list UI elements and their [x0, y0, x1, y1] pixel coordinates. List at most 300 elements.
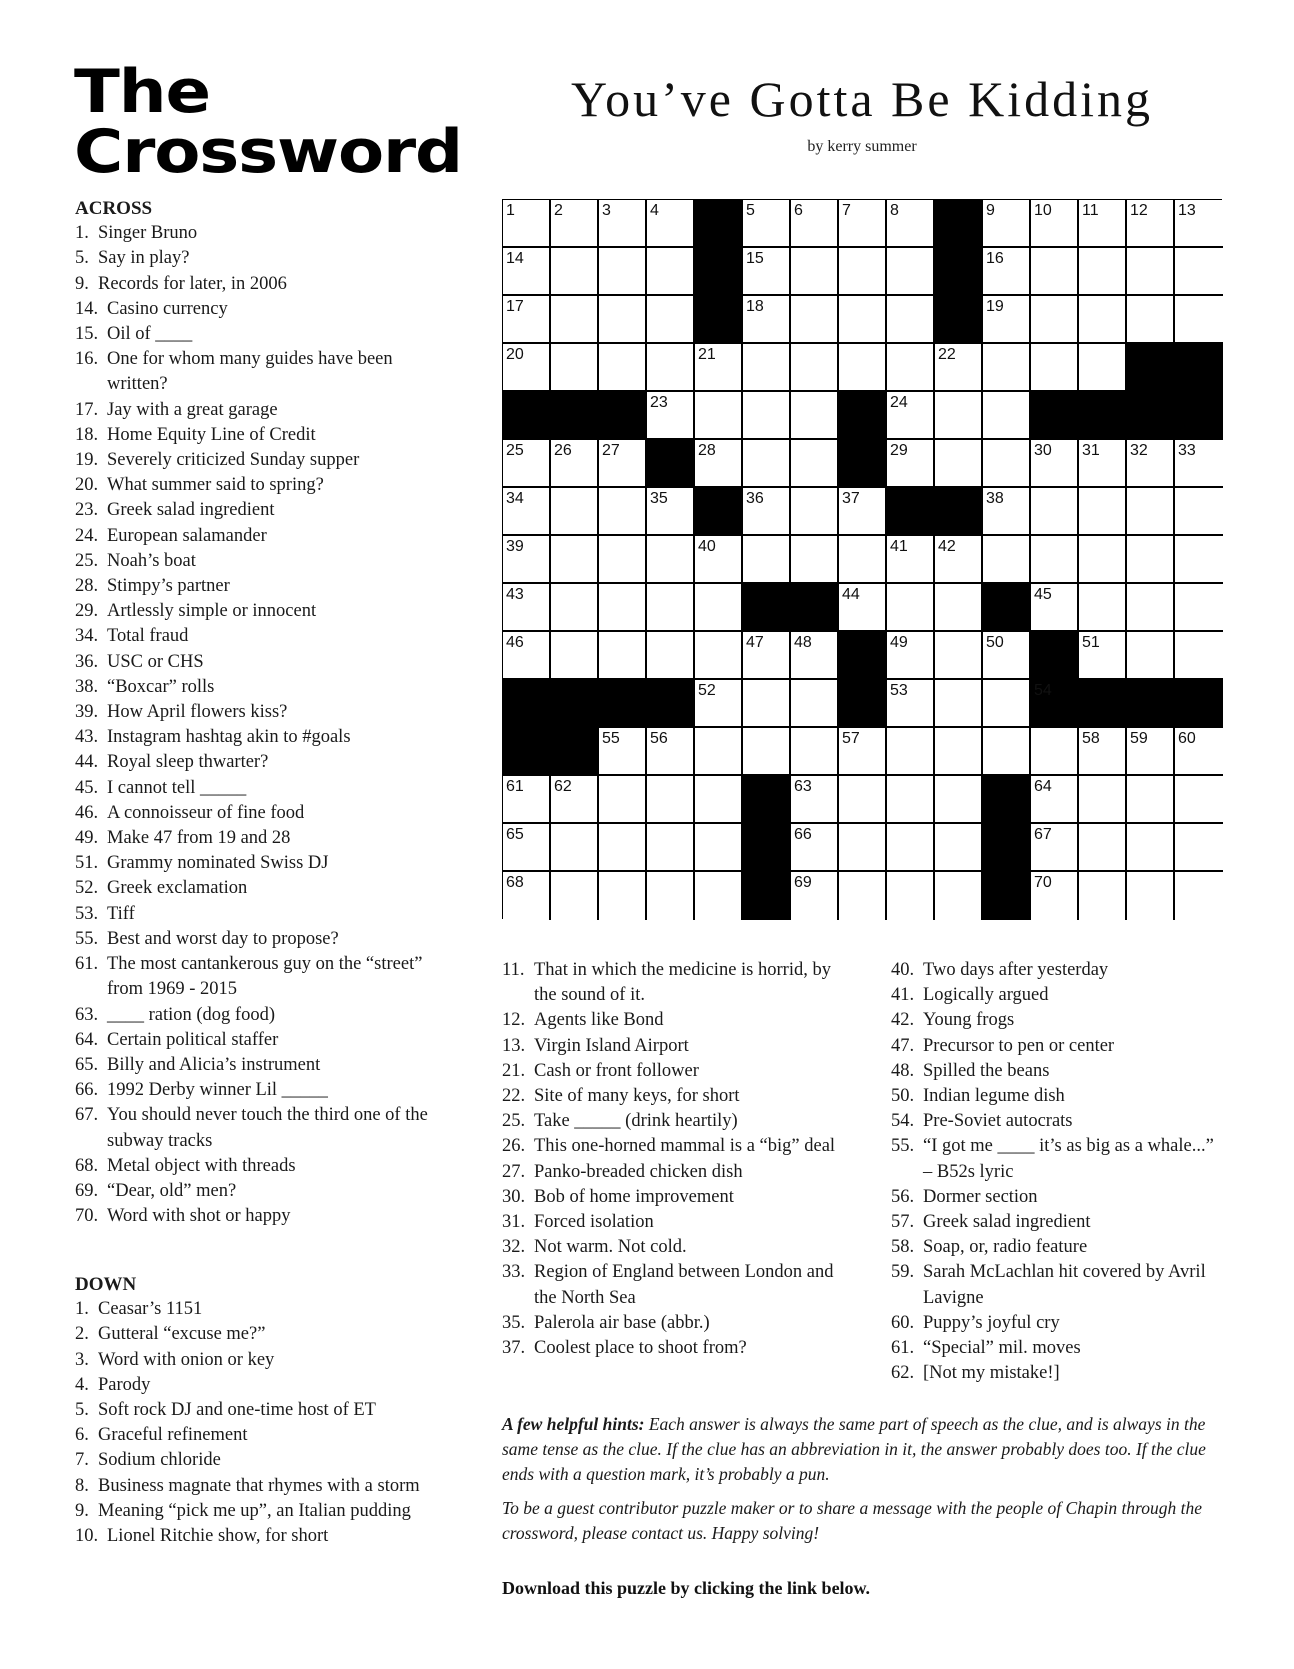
grid-cell[interactable]	[503, 872, 551, 920]
grid-cell[interactable]	[1127, 632, 1175, 680]
grid-cell[interactable]	[695, 584, 743, 632]
grid-cell[interactable]	[1031, 536, 1079, 584]
clue-number: 29.	[75, 601, 99, 622]
clue-number: 22.	[502, 1086, 526, 1107]
clue-number: 14.	[75, 298, 99, 319]
clue-item	[75, 549, 445, 574]
grid-cell[interactable]	[743, 488, 791, 536]
cell-number: 42	[938, 538, 956, 555]
grid-cell[interactable]	[695, 440, 743, 488]
clue-item	[75, 297, 445, 322]
clue-number: 1.	[75, 223, 89, 244]
grid-cell[interactable]	[839, 536, 887, 584]
clue-number: 21.	[502, 1060, 526, 1081]
grid-cell[interactable]	[503, 488, 551, 536]
grid-cell[interactable]	[647, 344, 695, 392]
grid-cell[interactable]	[695, 632, 743, 680]
cell-number: 65	[506, 826, 524, 843]
grid-cell[interactable]	[551, 488, 599, 536]
clue-item	[891, 1210, 1221, 1235]
grid-cell[interactable]	[983, 392, 1031, 440]
black-square	[887, 488, 935, 536]
grid-cell[interactable]	[599, 296, 647, 344]
clue-number: 46.	[75, 802, 99, 823]
contact-note: To be a guest contributor puzzle maker or to share a message with the people of Chapin through the crossword, please contact us. Happy solving!	[502, 1498, 1202, 1543]
cell-number: 47	[746, 634, 764, 651]
grid-cell[interactable]	[1079, 200, 1127, 248]
grid-cell[interactable]	[791, 728, 839, 776]
grid-cell[interactable]	[887, 728, 935, 776]
clue-item	[75, 524, 445, 549]
grid-cell[interactable]	[1079, 344, 1127, 392]
grid-cell[interactable]	[1175, 728, 1223, 776]
grid-cell[interactable]	[551, 296, 599, 344]
cell-number: 22	[938, 346, 956, 363]
clue-number: 62.	[891, 1363, 915, 1384]
clue-item	[75, 1398, 445, 1423]
grid-cell[interactable]	[503, 296, 551, 344]
clue-item	[75, 498, 445, 523]
grid-cell[interactable]	[887, 344, 935, 392]
grid-cell[interactable]	[1127, 440, 1175, 488]
clue-text: Gutteral “excuse me?”	[98, 1324, 266, 1345]
cell-number: 5	[746, 202, 755, 219]
grid-cell[interactable]	[935, 584, 983, 632]
grid-cell[interactable]	[1175, 200, 1223, 248]
grid-cell[interactable]	[1127, 872, 1175, 920]
clue-number: 42.	[891, 1010, 915, 1031]
grid-cell[interactable]	[1031, 488, 1079, 536]
grid-cell[interactable]	[1127, 248, 1175, 296]
grid-cell[interactable]	[503, 536, 551, 584]
clue-text: Coolest place to shoot from?	[534, 1338, 747, 1359]
grid-cell[interactable]	[743, 440, 791, 488]
clue-item	[75, 750, 445, 775]
grid-cell[interactable]	[743, 344, 791, 392]
grid-cell[interactable]	[599, 872, 647, 920]
cell-number: 23	[650, 394, 668, 411]
grid-cell[interactable]	[839, 200, 887, 248]
grid-cell[interactable]	[1079, 440, 1127, 488]
grid-cell[interactable]	[695, 872, 743, 920]
black-square	[551, 728, 599, 776]
grid-cell[interactable]	[1175, 536, 1223, 584]
grid-cell[interactable]	[1127, 728, 1175, 776]
cell-number: 67	[1034, 826, 1052, 843]
grid-cell[interactable]	[983, 248, 1031, 296]
clue-number: 57.	[891, 1212, 915, 1233]
grid-cell[interactable]	[791, 440, 839, 488]
grid-cell[interactable]	[935, 632, 983, 680]
clue-text: A connoisseur of fine food	[107, 802, 305, 823]
grid-cell[interactable]	[1127, 824, 1175, 872]
grid-cell[interactable]	[503, 200, 551, 248]
grid-cell[interactable]	[1127, 584, 1175, 632]
cell-number: 2	[554, 202, 563, 219]
grid-cell[interactable]	[647, 632, 695, 680]
cell-number: 6	[794, 202, 803, 219]
grid-cell[interactable]	[599, 344, 647, 392]
clue-text: USC or CHS	[107, 651, 204, 672]
grid-cell[interactable]	[983, 344, 1031, 392]
grid-cell[interactable]	[743, 200, 791, 248]
grid-cell[interactable]	[647, 488, 695, 536]
black-square	[1175, 680, 1223, 728]
brand-logo	[74, 57, 463, 187]
clue-text: “I got me ____ it’s as big as a whale...” – B52s lyric	[923, 1136, 1214, 1182]
grid-cell[interactable]	[503, 776, 551, 824]
grid-cell[interactable]	[791, 776, 839, 824]
clue-text: You should never touch the third one of the subway tracks	[107, 1105, 428, 1151]
grid-cell[interactable]	[1031, 248, 1079, 296]
grid-cell[interactable]	[695, 824, 743, 872]
grid-cell[interactable]	[503, 584, 551, 632]
clue-item	[75, 574, 445, 599]
black-square	[503, 680, 551, 728]
grid-cell[interactable]	[1127, 776, 1175, 824]
grid-cell[interactable]	[743, 680, 791, 728]
cell-number: 55	[602, 730, 620, 747]
grid-cell[interactable]	[695, 728, 743, 776]
grid-cell[interactable]	[983, 440, 1031, 488]
black-square	[839, 632, 887, 680]
clue-item	[75, 1348, 445, 1373]
grid-cell[interactable]	[1175, 824, 1223, 872]
clue-item	[891, 983, 1221, 1008]
hints-body: Each answer is always the same part of speech as the clue, and is always in the same tense as the clue. If the clue has an abbreviation in it, the answer probably does too. If the clue ends with a question mark, it’s probably a pun.	[502, 1414, 1206, 1484]
grid-cell[interactable]	[503, 824, 551, 872]
cell-number: 62	[554, 778, 572, 795]
grid-cell[interactable]	[599, 632, 647, 680]
clue-text: Palerola air base (abbr.)	[534, 1312, 710, 1333]
black-square	[1031, 680, 1079, 728]
grid-cell[interactable]	[503, 440, 551, 488]
grid-cell[interactable]	[791, 392, 839, 440]
cell-number: 43	[506, 586, 524, 603]
black-square	[791, 584, 839, 632]
clue-item	[75, 776, 445, 801]
clue-text: Records for later, in 2006	[98, 273, 287, 294]
grid-cell[interactable]	[1175, 248, 1223, 296]
grid-cell[interactable]	[935, 776, 983, 824]
grid-cell[interactable]	[791, 344, 839, 392]
clue-item	[891, 1034, 1221, 1059]
grid-cell[interactable]	[935, 872, 983, 920]
clue-number: 51.	[75, 853, 99, 874]
clue-item	[75, 1423, 445, 1448]
grid-cell[interactable]	[1127, 296, 1175, 344]
cell-number: 28	[698, 442, 716, 459]
clue-number: 7.	[75, 1450, 89, 1471]
clue-item	[75, 1448, 445, 1473]
clue-item	[502, 1235, 842, 1260]
grid-cell[interactable]	[1079, 488, 1127, 536]
clue-item	[502, 1210, 842, 1235]
grid-cell[interactable]	[551, 440, 599, 488]
grid-cell[interactable]	[1175, 632, 1223, 680]
clue-item	[891, 1235, 1221, 1260]
grid-cell[interactable]	[1175, 440, 1223, 488]
grid-cell[interactable]	[1031, 440, 1079, 488]
clue-item	[75, 1154, 445, 1179]
clue-number: 33.	[502, 1262, 526, 1283]
grid-cell[interactable]	[983, 728, 1031, 776]
cell-number: 3	[602, 202, 611, 219]
grid-cell[interactable]	[551, 248, 599, 296]
grid-cell[interactable]	[983, 680, 1031, 728]
grid-cell[interactable]	[1031, 584, 1079, 632]
grid-cell[interactable]	[935, 440, 983, 488]
clue-number: 13.	[502, 1035, 526, 1056]
grid-cell[interactable]	[1127, 488, 1175, 536]
clue-number: 11.	[502, 960, 525, 980]
clue-text: European salamander	[107, 525, 267, 546]
clue-text: Meaning “pick me up”, an Italian pudding	[98, 1500, 411, 1521]
grid-cell[interactable]	[839, 728, 887, 776]
grid-cell[interactable]	[1175, 584, 1223, 632]
grid-cell[interactable]	[647, 392, 695, 440]
grid-cell[interactable]	[791, 872, 839, 920]
puzzle-byline: by kerry summer	[807, 138, 917, 155]
grid-cell[interactable]	[599, 776, 647, 824]
black-square	[1127, 680, 1175, 728]
grid-cell[interactable]	[1031, 296, 1079, 344]
grid-cell[interactable]	[839, 584, 887, 632]
grid-cell[interactable]	[887, 440, 935, 488]
grid-cell[interactable]	[839, 248, 887, 296]
grid-cell[interactable]	[695, 536, 743, 584]
grid-cell[interactable]	[1079, 248, 1127, 296]
clue-item	[891, 1336, 1221, 1361]
black-square	[1175, 344, 1223, 392]
clue-number: 70.	[75, 1206, 99, 1227]
grid-cell[interactable]	[503, 632, 551, 680]
grid-cell[interactable]	[1031, 728, 1079, 776]
grid-cell[interactable]	[1031, 344, 1079, 392]
grid-cell[interactable]	[743, 728, 791, 776]
grid-cell[interactable]	[1079, 872, 1127, 920]
grid-cell[interactable]	[887, 872, 935, 920]
grid-cell[interactable]	[791, 248, 839, 296]
grid-cell[interactable]	[599, 584, 647, 632]
grid-cell[interactable]	[887, 776, 935, 824]
cell-number: 51	[1082, 634, 1100, 651]
grid-cell[interactable]	[839, 488, 887, 536]
clue-number: 4.	[75, 1374, 89, 1395]
grid-cell[interactable]	[839, 776, 887, 824]
clue-text: Word with onion or key	[98, 1349, 275, 1370]
grid-cell[interactable]	[839, 296, 887, 344]
grid-cell[interactable]	[839, 824, 887, 872]
grid-cell[interactable]	[647, 776, 695, 824]
grid-cell[interactable]	[887, 200, 935, 248]
grid-cell[interactable]	[743, 536, 791, 584]
grid-cell[interactable]	[935, 728, 983, 776]
grid-cell[interactable]	[1031, 200, 1079, 248]
clue-number: 41.	[891, 985, 915, 1006]
grid-cell[interactable]	[551, 872, 599, 920]
grid-cell[interactable]	[695, 680, 743, 728]
grid-cell[interactable]	[599, 248, 647, 296]
grid-cell[interactable]	[1079, 536, 1127, 584]
grid-cell[interactable]	[1031, 776, 1079, 824]
clue-number: 54.	[891, 1111, 915, 1132]
grid-cell[interactable]	[1079, 584, 1127, 632]
cell-number: 25	[506, 442, 524, 459]
grid-cell[interactable]	[695, 776, 743, 824]
grid-cell[interactable]	[887, 680, 935, 728]
grid-cell[interactable]	[1175, 488, 1223, 536]
grid-cell[interactable]	[551, 824, 599, 872]
grid-cell[interactable]	[647, 200, 695, 248]
grid-cell[interactable]	[599, 488, 647, 536]
grid-cell[interactable]	[743, 632, 791, 680]
grid-cell[interactable]	[791, 488, 839, 536]
clue-item	[502, 1336, 842, 1361]
grid-cell[interactable]	[1175, 296, 1223, 344]
grid-cell[interactable]	[839, 872, 887, 920]
grid-cell[interactable]	[647, 248, 695, 296]
clue-item	[75, 1053, 445, 1078]
grid-cell[interactable]	[935, 680, 983, 728]
clue-number: 30.	[502, 1186, 526, 1207]
black-square	[503, 392, 551, 440]
grid-cell[interactable]	[983, 296, 1031, 344]
grid-cell[interactable]	[647, 536, 695, 584]
grid-cell[interactable]	[791, 536, 839, 584]
grid-cell[interactable]	[1127, 536, 1175, 584]
clue-text: Certain political staffer	[107, 1029, 279, 1050]
clue-item	[75, 927, 445, 952]
grid-cell[interactable]	[887, 632, 935, 680]
grid-cell[interactable]	[1079, 632, 1127, 680]
grid-cell[interactable]	[791, 824, 839, 872]
crossword-grid[interactable]	[502, 199, 1222, 919]
grid-cell[interactable]	[791, 200, 839, 248]
grid-cell[interactable]	[647, 824, 695, 872]
grid-cell[interactable]	[887, 248, 935, 296]
grid-cell[interactable]	[887, 824, 935, 872]
clue-item	[75, 448, 445, 473]
clue-number: 56.	[891, 1186, 915, 1207]
grid-cell[interactable]	[887, 296, 935, 344]
grid-cell[interactable]	[887, 584, 935, 632]
grid-cell[interactable]	[1079, 776, 1127, 824]
clue-text: “Boxcar” rolls	[107, 676, 215, 697]
clue-text: Virgin Island Airport	[534, 1035, 689, 1056]
clue-text: I cannot tell _____	[107, 777, 247, 798]
cell-number: 19	[986, 298, 1004, 315]
grid-cell[interactable]	[791, 680, 839, 728]
grid-cell[interactable]	[1175, 776, 1223, 824]
grid-cell[interactable]	[935, 344, 983, 392]
clue-item	[75, 1297, 445, 1322]
cell-number: 53	[890, 682, 908, 699]
black-square	[935, 488, 983, 536]
grid-cell[interactable]	[743, 248, 791, 296]
grid-cell[interactable]	[935, 392, 983, 440]
grid-cell[interactable]	[887, 392, 935, 440]
grid-cell[interactable]	[1079, 728, 1127, 776]
black-square	[1031, 632, 1079, 680]
grid-cell[interactable]	[695, 392, 743, 440]
grid-cell[interactable]	[887, 536, 935, 584]
clue-text: The most cantankerous guy on the “street” from 1969 - 2015	[107, 954, 423, 1000]
grid-cell[interactable]	[599, 440, 647, 488]
clue-item	[75, 1524, 445, 1549]
cell-number: 63	[794, 778, 812, 795]
grid-cell[interactable]	[983, 200, 1031, 248]
down-clue-list-continued	[502, 958, 842, 1361]
grid-cell[interactable]	[599, 824, 647, 872]
black-square	[743, 584, 791, 632]
cell-number: 46	[506, 634, 524, 651]
clue-item	[75, 1103, 445, 1153]
grid-cell[interactable]	[1031, 872, 1079, 920]
grid-cell[interactable]	[1031, 824, 1079, 872]
cell-number: 8	[890, 202, 899, 219]
grid-cell[interactable]	[1175, 872, 1223, 920]
clue-text: Logically argued	[923, 985, 1049, 1006]
grid-cell[interactable]	[503, 248, 551, 296]
clue-item	[891, 1084, 1221, 1109]
grid-cell[interactable]	[791, 296, 839, 344]
grid-cell[interactable]	[599, 200, 647, 248]
clue-text: Make 47 from 19 and 28	[107, 828, 291, 849]
grid-cell[interactable]	[647, 296, 695, 344]
grid-cell[interactable]	[599, 536, 647, 584]
grid-cell[interactable]	[743, 392, 791, 440]
grid-cell[interactable]	[1127, 200, 1175, 248]
clue-text: Soap, or, radio feature	[923, 1237, 1088, 1258]
grid-cell[interactable]	[551, 344, 599, 392]
clue-number: 24.	[75, 525, 99, 546]
grid-cell[interactable]	[935, 824, 983, 872]
grid-cell[interactable]	[983, 488, 1031, 536]
grid-cell[interactable]	[599, 728, 647, 776]
grid-cell[interactable]	[743, 296, 791, 344]
grid-cell[interactable]	[503, 344, 551, 392]
grid-cell[interactable]	[983, 536, 1031, 584]
cell-number: 45	[1034, 586, 1052, 603]
clue-item	[891, 958, 1221, 983]
clue-item	[75, 675, 445, 700]
grid-cell[interactable]	[551, 200, 599, 248]
clue-text: 1992 Derby winner Lil _____	[107, 1080, 328, 1101]
grid-cell[interactable]	[695, 344, 743, 392]
black-square	[935, 248, 983, 296]
clue-number: 15.	[75, 324, 99, 345]
grid-cell[interactable]	[983, 632, 1031, 680]
grid-cell[interactable]	[1079, 296, 1127, 344]
grid-cell[interactable]	[1079, 824, 1127, 872]
cell-number: 40	[698, 538, 716, 555]
cell-number: 10	[1034, 202, 1052, 219]
grid-cell[interactable]	[647, 872, 695, 920]
grid-cell[interactable]	[551, 584, 599, 632]
cell-number: 69	[794, 874, 812, 891]
grid-cell[interactable]	[935, 536, 983, 584]
clue-text: Severely criticized Sunday supper	[107, 450, 360, 471]
grid-cell[interactable]	[839, 344, 887, 392]
black-square	[983, 584, 1031, 632]
grid-cell[interactable]	[551, 632, 599, 680]
grid-cell[interactable]	[551, 776, 599, 824]
grid-cell[interactable]	[647, 728, 695, 776]
grid-cell[interactable]	[647, 584, 695, 632]
grid-cell[interactable]	[551, 536, 599, 584]
grid-cell[interactable]	[791, 632, 839, 680]
